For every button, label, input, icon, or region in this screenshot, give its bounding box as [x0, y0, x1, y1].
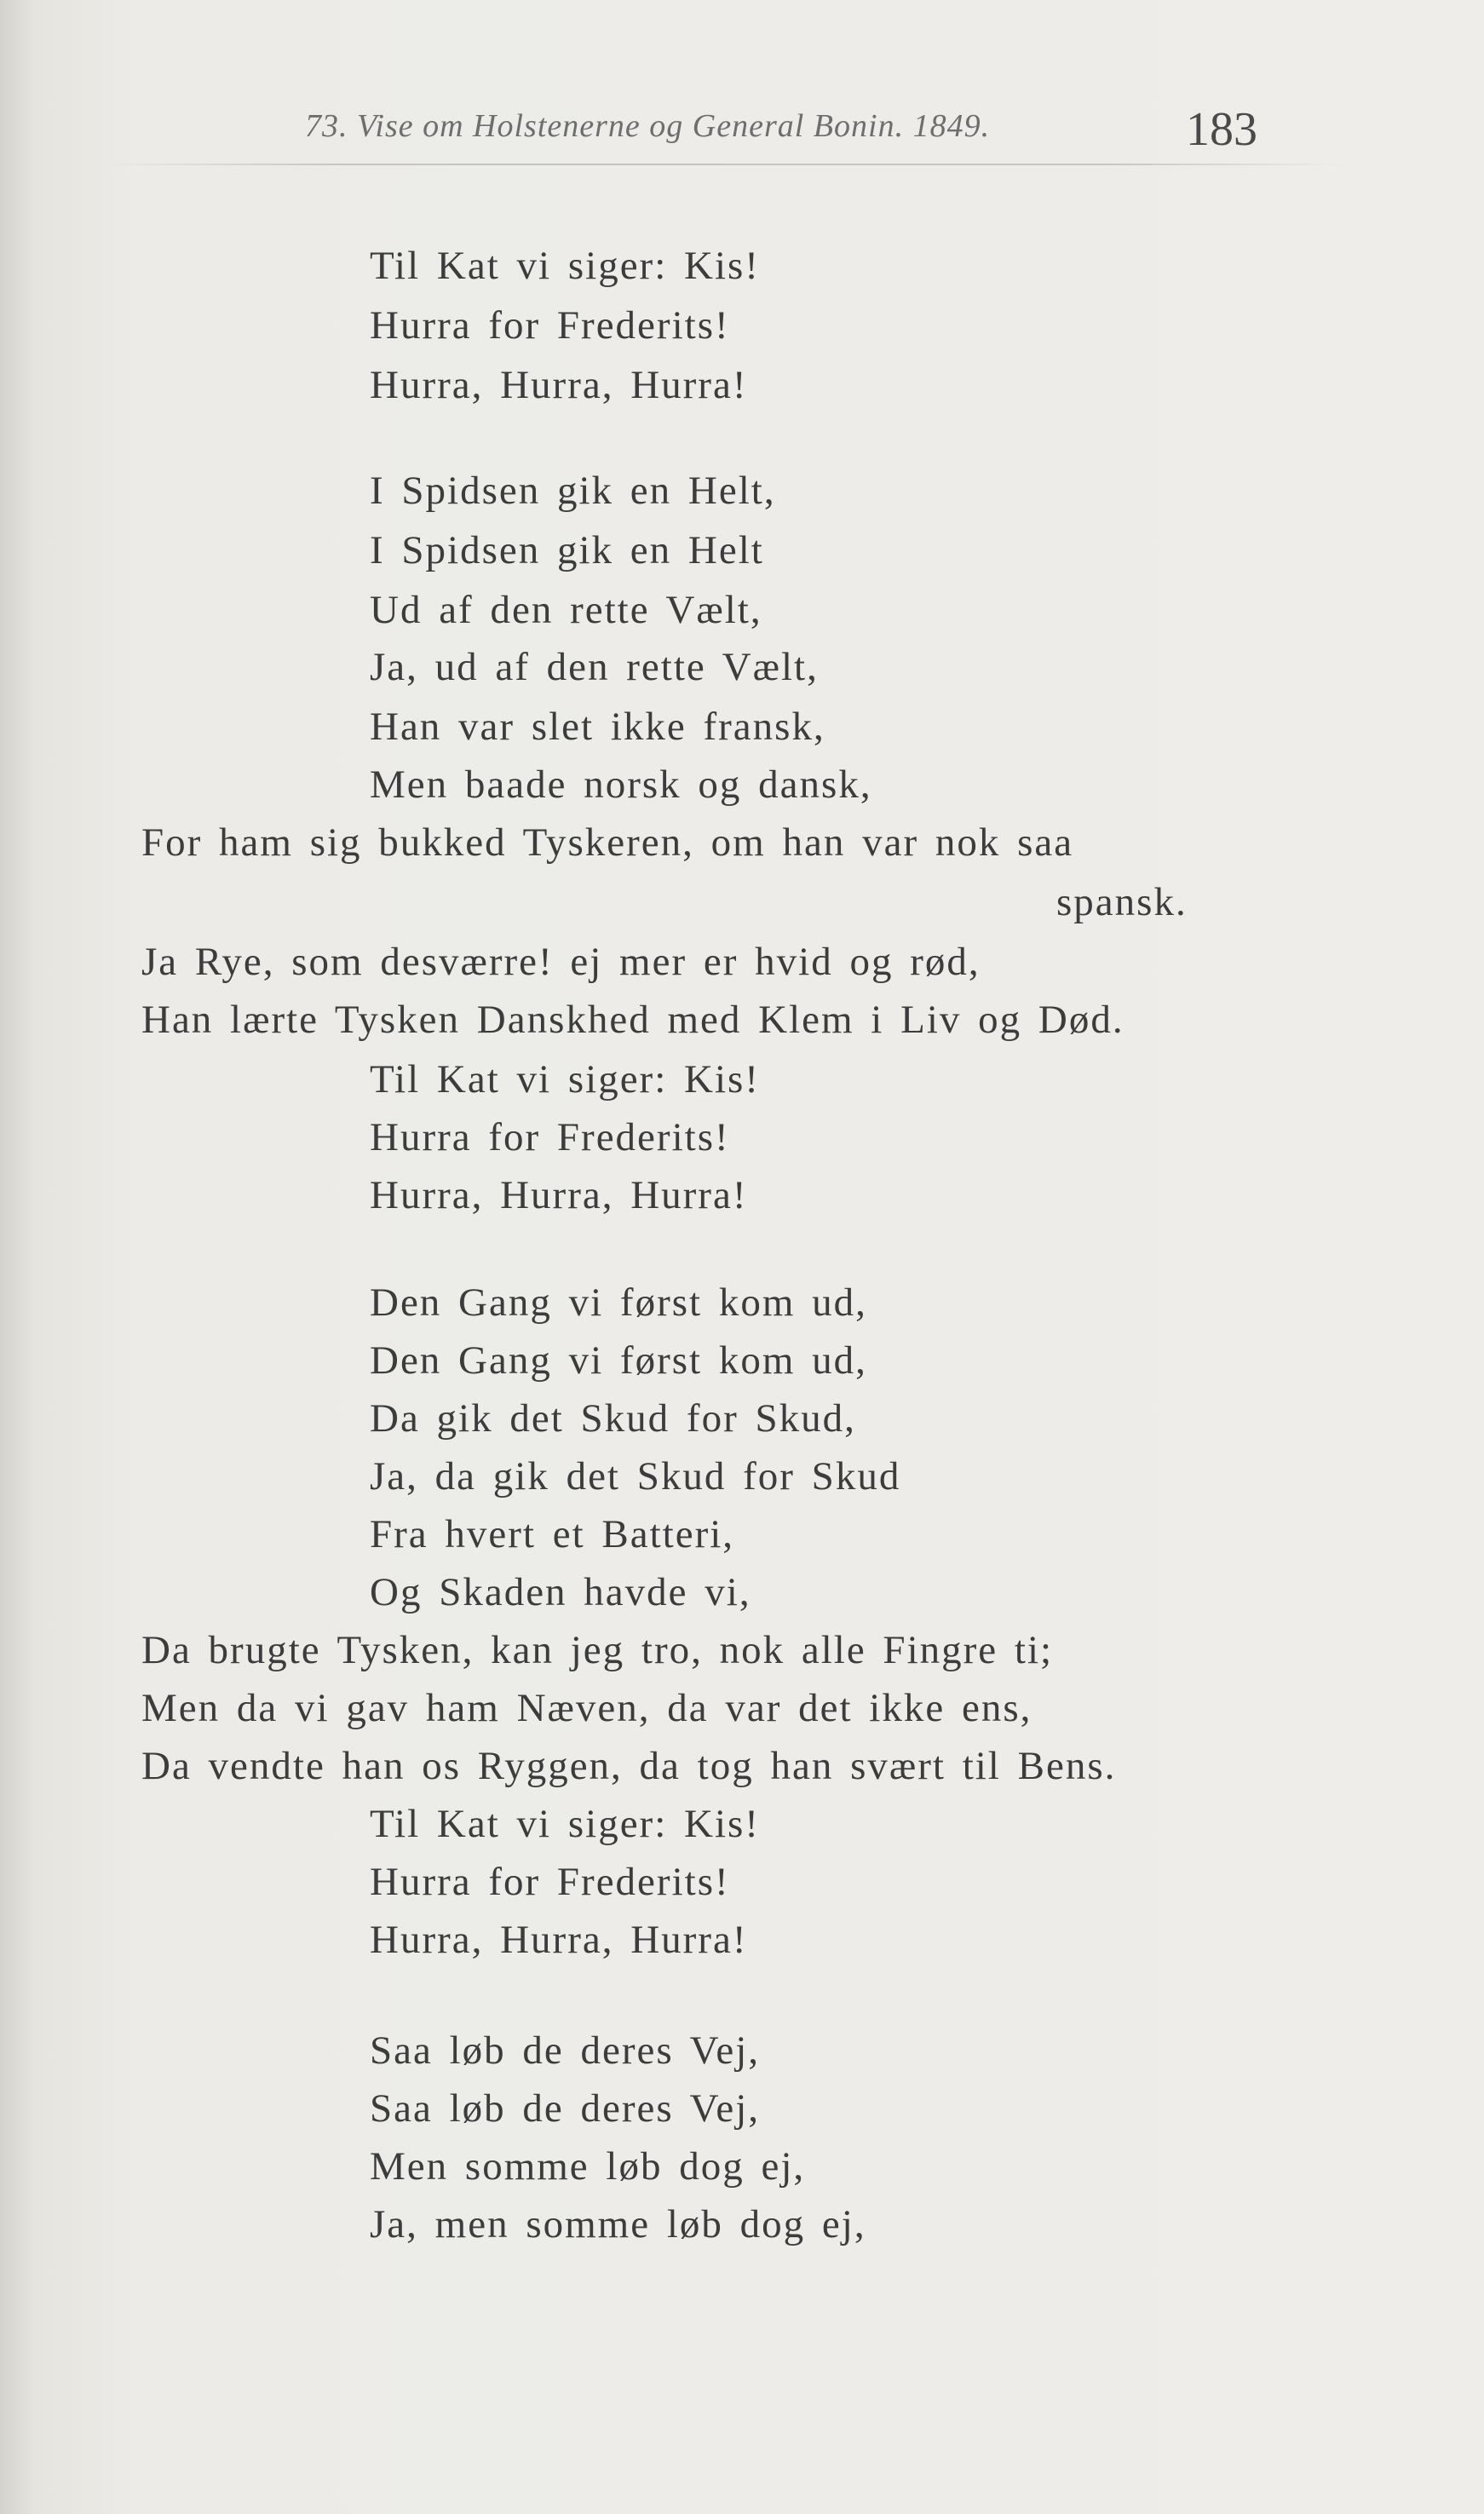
poem-line: Han lærte Tysken Danskhed med Klem i Liv og Død. — [141, 998, 1125, 1042]
poem-line: Da gik det Skud for Skud, — [370, 1396, 856, 1441]
poem-line: Til Kat vi siger: Kis! — [370, 1057, 760, 1102]
poem-line: Til Kat vi siger: Kis! — [370, 1802, 760, 1846]
poem-line: Han var slet ikke fransk, — [370, 705, 825, 749]
poem-line: Saa løb de deres Vej, — [370, 2086, 760, 2131]
poem-line: I Spidsen gik en Helt, — [370, 469, 776, 513]
poem-line: Hurra, Hurra, Hurra! — [370, 1918, 748, 1962]
poem-line: For ham sig bukked Tyskeren, om han var nok saa — [141, 820, 1074, 865]
poem-line: Hurra, Hurra, Hurra! — [370, 1173, 748, 1217]
poem-line: Ja, ud af den rette Vælt, — [370, 645, 819, 689]
poem-line: Hurra for Frederits! — [370, 1860, 730, 1904]
poem-line: Hurra, Hurra, Hurra! — [370, 363, 748, 407]
poem-line: Da brugte Tysken, kan jeg tro, nok alle Fingre ti; — [141, 1628, 1054, 1672]
poem-line: Men somme løb dog ej, — [370, 2144, 806, 2189]
poem-line: Saa løb de deres Vej, — [370, 2028, 760, 2073]
poem-line: Fra hvert et Batteri, — [370, 1512, 735, 1556]
poem-line: Ja, men somme løb dog ej, — [370, 2202, 866, 2246]
header-title: 73. Vise om Holstenerne og General Bonin. 1849. — [305, 108, 991, 144]
poem-line-runover: spansk. — [1056, 880, 1188, 924]
poem-line: Ja Rye, som desværre! ej mer er hvid og rød, — [141, 940, 981, 984]
poem-line: I Spidsen gik en Helt — [370, 528, 764, 572]
poem-line: Men da vi gav ham Næven, da var det ikke ens, — [141, 1686, 1032, 1730]
poem-line: Ja, da gik det Skud for Skud — [370, 1454, 901, 1499]
poem-line: Den Gang vi først kom ud, — [370, 1338, 867, 1383]
poem-line: Til Kat vi siger: Kis! — [370, 244, 760, 288]
poem-line: Hurra for Frederits! — [370, 1115, 730, 1159]
page-number: 183 — [1186, 103, 1257, 156]
poem-line: Og Skaden havde vi, — [370, 1570, 751, 1614]
poem-line: Da vendte han os Ryggen, da tog han svært til Bens. — [141, 1744, 1117, 1788]
poem-line: Ud af den rette Vælt, — [370, 588, 762, 632]
poem-line: Hurra for Frederits! — [370, 303, 730, 348]
poem-line: Men baade norsk og dansk, — [370, 762, 872, 807]
poem-line: Den Gang vi først kom ud, — [370, 1280, 867, 1325]
